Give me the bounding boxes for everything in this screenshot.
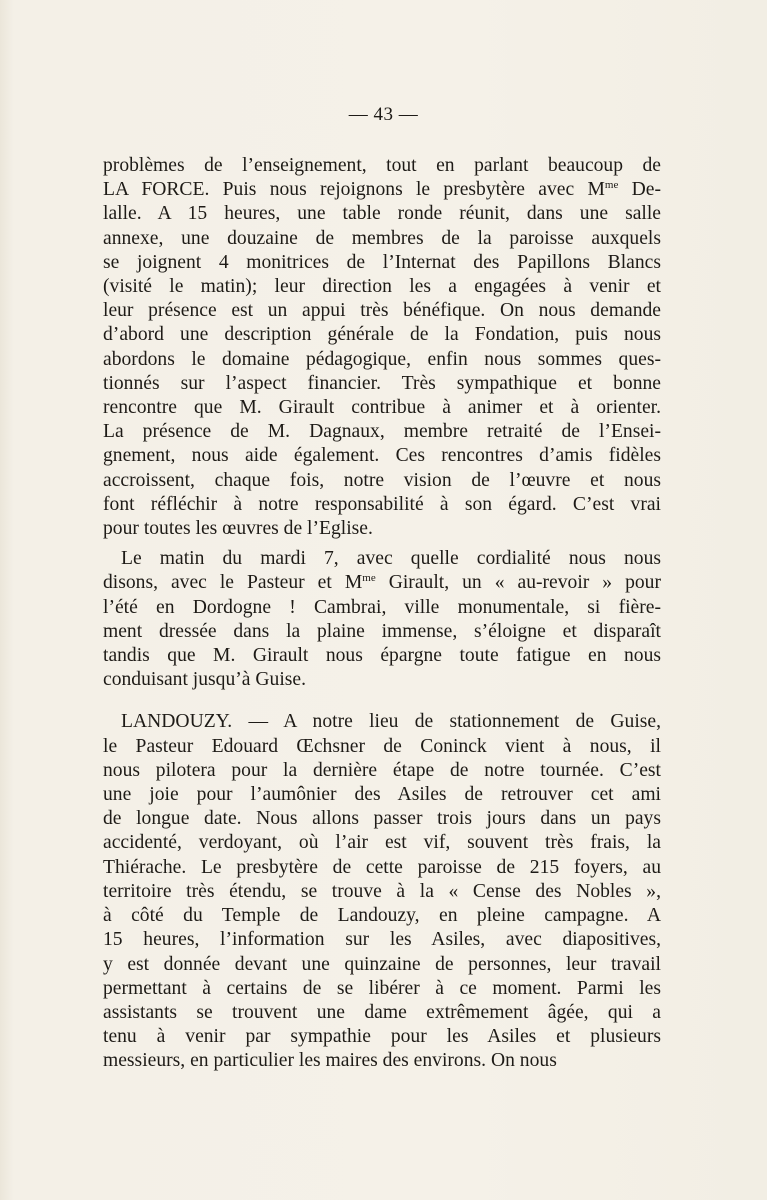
paragraph-gap — [103, 692, 661, 710]
text-line: annexe, une douzaine de membres de la paroisse auxquels — [103, 227, 661, 249]
text-line: accidenté, verdoyant, où l’air est vif, souvent très frais, la — [103, 832, 661, 854]
paragraph-1 — [103, 154, 661, 541]
text-line: de longue date. Nous allons passer trois jours dans un pays — [103, 808, 661, 830]
text-line: nous pilotera pour la dernière étape de notre tournée. C’est — [103, 759, 661, 781]
text-line: tionnés sur l’aspect financier. Très sympathique et bonne — [103, 372, 661, 394]
text-line: rencontre que M. Girault contribue à animer et à orienter. — [103, 397, 661, 419]
text-line: à côté du Temple de Landouzy, en pleine campagne. A — [103, 905, 661, 927]
text-line: l’été en Dordogne ! Cambrai, ville monumentale, si fière- — [103, 596, 661, 618]
paragraph-3 — [103, 710, 661, 1073]
text-line: permettant à certains de se libérer à ce moment. Parmi les — [103, 977, 661, 999]
text-line: LANDOUZY. — A notre lieu de stationnement de Guise, — [121, 711, 661, 733]
body-text — [103, 154, 661, 1074]
text-line: messieurs, en particulier les maires des environs. On nous — [103, 1050, 557, 1072]
text-line: territoire très étendu, se trouve à la « Cense des Nobles », — [103, 880, 661, 902]
text-line: gnement, nous aide également. Ces rencontres d’amis fidèles — [103, 445, 661, 467]
page-number: — 43 — — [348, 104, 419, 125]
text-line: problèmes de l’enseignement, tout en parlant beaucoup de — [103, 155, 661, 176]
text-line: pour toutes les œuvres de l’Eglise. — [103, 518, 373, 540]
text-line: se joignent 4 monitrices de l’Internat des Papillons Blancs — [103, 251, 661, 273]
text-line: abordons le domaine pédagogique, enfin nous sommes ques- — [103, 348, 661, 370]
text-line: lalle. A 15 heures, une table ronde réunit, dans une salle — [103, 203, 661, 225]
text-line: ment dressée dans la plaine immense, s’éloigne et disparaît — [103, 620, 661, 642]
paragraph-2 — [103, 547, 661, 692]
text-line: tandis que M. Girault nous épargne toute fatigue en nous — [103, 645, 661, 667]
text-line: font réfléchir à notre responsabilité à son égard. C’est vrai — [103, 493, 661, 515]
text-line: Le matin du mardi 7, avec quelle cordialité nous nous — [121, 548, 661, 570]
text-line: d’abord une description générale de la Fondation, puis nous — [103, 324, 661, 346]
text-line: une joie pour l’aumônier des Asiles de retrouver cet ami — [103, 784, 661, 806]
text-line: LA FORCE. Puis nous rejoignons le presbytère avec $M^{me}$ De- — [103, 179, 661, 201]
text-line: La présence de M. Dagnaux, membre retraité de l’Ensei- — [103, 421, 661, 443]
text-line: 15 heures, l’information sur les Asiles, avec diapositives, — [103, 929, 661, 951]
text-line: leur présence est un appui très bénéfique. On nous demande — [103, 300, 661, 322]
text-line: tenu à venir par sympathie pour les Asiles et plusieurs — [103, 1026, 661, 1048]
text-line: (visité le matin); leur direction les a engagées à venir et — [103, 276, 661, 298]
text-line: Thiérache. Le presbytère de cette paroisse de 215 foyers, au — [103, 856, 661, 878]
text-line: accroissent, chaque fois, notre vision de l’œuvre et nous — [103, 469, 661, 491]
text-line: conduisant jusqu’à Guise. — [103, 669, 306, 691]
text-line: y est donnée devant une quinzaine de personnes, leur travail — [103, 953, 661, 975]
text-line: le Pasteur Edouard Œchsner de Coninck vient à nous, il — [103, 735, 661, 757]
text-line: disons, avec le Pasteur et $M^{me}$ Girault, un « au-revoir » pour — [103, 572, 662, 594]
text-line: assistants se trouvent une dame extrêmement âgée, qui a — [103, 1001, 661, 1023]
